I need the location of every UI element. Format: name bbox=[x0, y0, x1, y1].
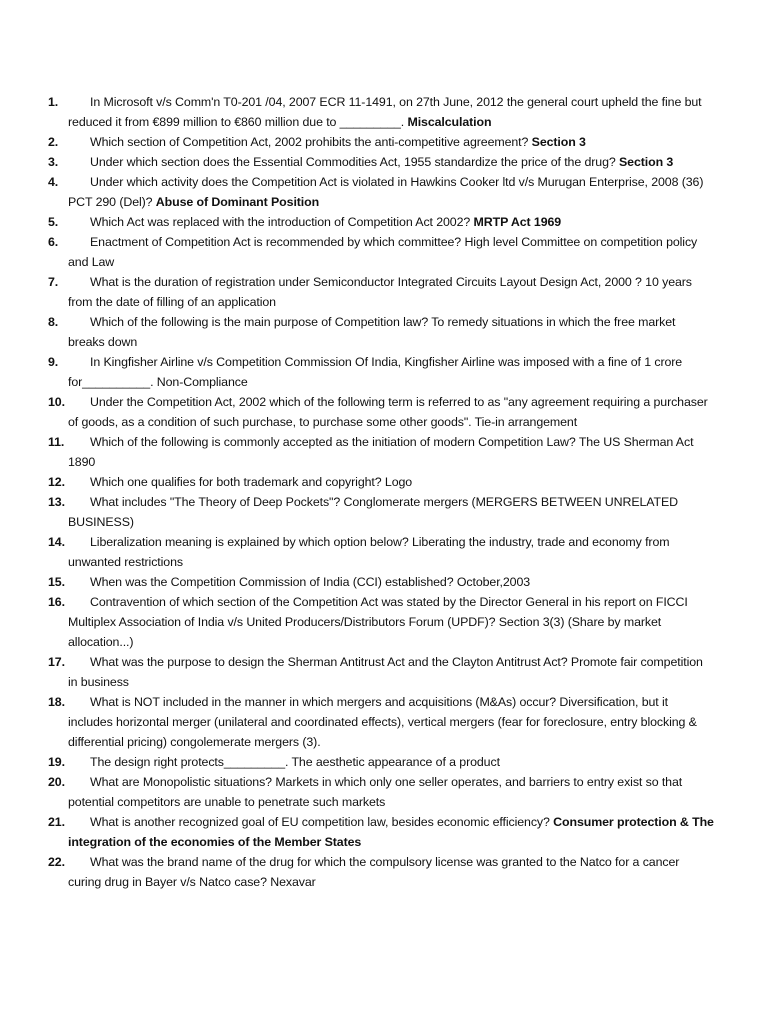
question-text: Which of the following is commonly accepted as the initiation of modern Competition Law? bbox=[90, 435, 579, 449]
answer-text: Diversification, but it includes horizontal merger (unilateral and coordinated effects), vertical mergers (fear for foreclosure, entry blocking & differential pricing) congolemerate mergers (3). bbox=[68, 695, 697, 749]
item-number: 3. bbox=[48, 155, 59, 169]
list-item bbox=[48, 652, 714, 692]
list-item bbox=[48, 132, 714, 152]
question-text: Liberalization meaning is explained by which option below? bbox=[90, 535, 412, 549]
item-number: 19. bbox=[48, 755, 65, 769]
question-text: Enactment of Competition Act is recommended by which committee? bbox=[90, 235, 465, 249]
answer-text: To remedy situations in which the free market breaks down bbox=[68, 315, 676, 349]
answer-text: Section 3 bbox=[619, 155, 674, 169]
list-item bbox=[48, 212, 714, 232]
list-item bbox=[48, 492, 714, 532]
question-text: Under which section does the Essential Commodities Act, 1955 standardize the price of the drug? bbox=[90, 155, 620, 169]
item-number: 9. bbox=[48, 355, 59, 369]
answer-text: 10 years from the date of filling of an application bbox=[68, 275, 692, 309]
answer-text: Section 3(3) (Share by market allocation...) bbox=[68, 615, 662, 649]
answer-text: The US Sherman Act 1890 bbox=[68, 435, 694, 469]
question-text: Which one qualifies for both trademark and copyright? bbox=[90, 475, 385, 489]
answer-text: The aesthetic appearance of a product bbox=[291, 755, 500, 769]
question-text: Which section of Competition Act, 2002 prohibits the anti-competitive agreement? bbox=[90, 135, 532, 149]
list-item bbox=[48, 752, 714, 772]
answer-text: MRTP Act 1969 bbox=[473, 215, 562, 229]
question-text: Under the Competition Act, 2002 which of the following term is referred to as "any agreement requiring a purchaser of goods, as a condition of such purchase, to purchase some other goods". bbox=[68, 395, 708, 429]
question-text: What includes "The Theory of Deep Pockets"? bbox=[90, 495, 344, 509]
answer-text: Promote fair competition in business bbox=[68, 655, 703, 689]
list-item bbox=[48, 312, 714, 352]
item-number: 20. bbox=[48, 775, 65, 789]
item-number: 7. bbox=[48, 275, 59, 289]
list-item bbox=[48, 92, 714, 132]
answer-text: Abuse of Dominant Position bbox=[155, 195, 320, 209]
list-item bbox=[48, 432, 714, 472]
answer-text: Nexavar bbox=[270, 875, 316, 889]
item-number: 6. bbox=[48, 235, 59, 249]
list-item bbox=[48, 532, 714, 572]
item-number: 1. bbox=[48, 95, 59, 109]
list-item bbox=[48, 812, 714, 852]
item-number: 2. bbox=[48, 135, 59, 149]
question-text: What is the duration of registration under Semiconductor Integrated Circuits Layout Design Act, 2000 ? bbox=[90, 275, 646, 289]
item-number: 18. bbox=[48, 695, 65, 709]
list-item bbox=[48, 852, 714, 892]
list-item bbox=[48, 272, 714, 312]
answer-text: Markets in which only one seller operates, and barriers to entry exist so that potential competitors are unable to penetrate such markets bbox=[68, 775, 683, 809]
question-text: Which Act was replaced with the introduction of Competition Act 2002? bbox=[90, 215, 474, 229]
answer-text: Tie-in arrangement bbox=[474, 415, 578, 429]
answer-text: Section 3 bbox=[531, 135, 586, 149]
answer-text: Non-Compliance bbox=[156, 375, 248, 389]
answer-text: Consumer protection & The integration of the economies of the Member States bbox=[68, 815, 714, 849]
question-text: When was the Competition Commission of India (CCI) established? bbox=[90, 575, 457, 589]
list-item bbox=[48, 572, 714, 592]
item-number: 5. bbox=[48, 215, 59, 229]
list-item bbox=[48, 772, 714, 812]
item-number: 11. bbox=[48, 435, 65, 449]
item-number: 8. bbox=[48, 315, 59, 329]
list-item bbox=[48, 152, 714, 172]
answer-text: Liberating the industry, trade and economy from unwanted restrictions bbox=[68, 535, 670, 569]
item-number: 4. bbox=[48, 175, 59, 189]
question-text: In Kingfisher Airline v/s Competition Commission Of India, Kingfisher Airline was imposed with a fine of 1 crore for__________. bbox=[68, 355, 683, 389]
question-text: What is NOT included in the manner in which mergers and acquisitions (M&As) occur? bbox=[90, 695, 560, 709]
question-text: What was the brand name of the drug for which the compulsory license was granted to the Natco for a cancer curing drug in Bayer v/s Natco case? bbox=[68, 855, 680, 889]
list-item bbox=[48, 232, 714, 272]
list-item bbox=[48, 592, 714, 652]
question-text: Under which activity does the Competition Act is violated in Hawkins Cooker ltd v/s Murugan Enterprise, 2008 (36) PCT 290 (Del)? bbox=[68, 175, 704, 209]
list-item bbox=[48, 692, 714, 752]
item-number: 10. bbox=[48, 395, 65, 409]
question-text: In Microsoft v/s Comm'n T0-201 /04, 2007 ECR 11-1491, on 27th June, 2012 the general court upheld the fine but reduced it from €899 million to €860 million due to _________. bbox=[68, 95, 702, 129]
item-number: 17. bbox=[48, 655, 65, 669]
answer-text: Miscalculation bbox=[407, 115, 492, 129]
question-text: What are Monopolistic situations? bbox=[90, 775, 276, 789]
question-text: Which of the following is the main purpose of Competition law? bbox=[90, 315, 432, 329]
question-text: Contravention of which section of the Competition Act was stated by the Director General in his report on FICCI Multiplex Association of India v/s United Producers/Distributors Forum (UPDF)? bbox=[68, 595, 688, 629]
item-number: 13. bbox=[48, 495, 65, 509]
list-item bbox=[48, 172, 714, 212]
question-text: The design right protects_________. bbox=[90, 755, 292, 769]
question-text: What was the purpose to design the Sherman Antitrust Act and the Clayton Antitrust Act? bbox=[90, 655, 571, 669]
answer-text: Logo bbox=[384, 475, 413, 489]
item-number: 15. bbox=[48, 575, 65, 589]
item-number: 14. bbox=[48, 535, 65, 549]
list-item bbox=[48, 352, 714, 392]
qa-list bbox=[48, 92, 714, 892]
question-text: What is another recognized goal of EU competition law, besides economic efficiency? bbox=[90, 815, 554, 829]
item-number: 21. bbox=[48, 815, 65, 829]
item-number: 12. bbox=[48, 475, 65, 489]
answer-text: October,2003 bbox=[456, 575, 531, 589]
list-item bbox=[48, 392, 714, 432]
item-number: 22. bbox=[48, 855, 65, 869]
item-number: 16. bbox=[48, 595, 65, 609]
answer-text: Conglomerate mergers (MERGERS BETWEEN UNRELATED BUSINESS) bbox=[68, 495, 679, 529]
list-item bbox=[48, 472, 714, 492]
answer-text: High level Committee on competition policy and Law bbox=[68, 235, 698, 269]
